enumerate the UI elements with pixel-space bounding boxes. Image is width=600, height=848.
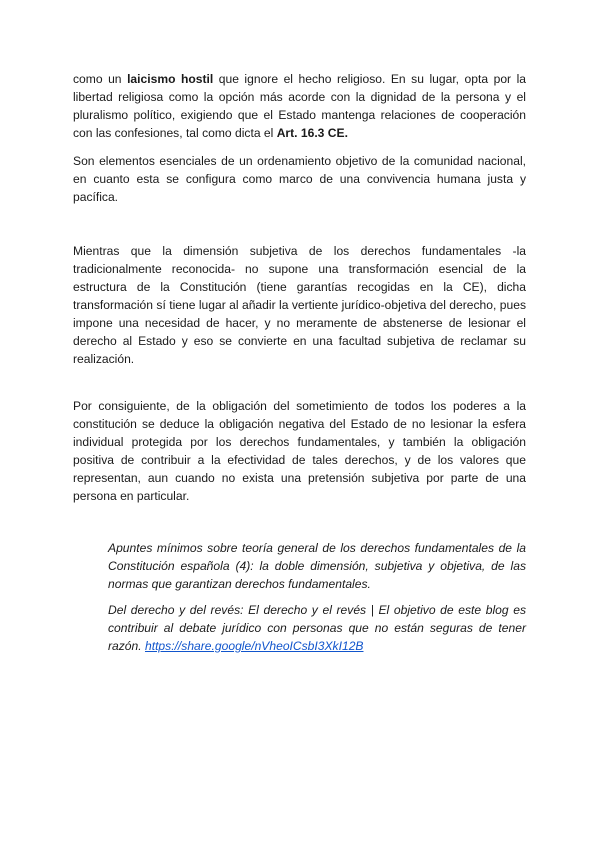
quote-source-title: Apuntes mínimos sobre teoría general de los derechos fundamentales de la Constitución española (4): la doble dimensión, subjetiva y objetiva, de las normas que garantizan derechos fundamentales. bbox=[108, 541, 526, 591]
bold-term-laicismo-hostil: laicismo hostil bbox=[127, 72, 214, 86]
quote-source-blog bbox=[108, 601, 526, 655]
quote-blog-text: Del derecho y del revés: El derecho y el revés | El objetivo de este blog es contribuir al debate jurídico con personas que no están seguras de tener razón. bbox=[108, 603, 526, 653]
paragraph-text: como un bbox=[73, 72, 128, 86]
paragraph-text: que ignore el hecho religioso. En su lugar, opta por la libertad religiosa como la opción más acorde con la dignidad de la persona y el pluralismo político, exigiendo que el Estado mantenga relaciones de cooperación con las confesiones, tal como dicta el bbox=[73, 72, 527, 140]
paragraph-elementos-esenciales: Son elementos esenciales de un ordenamiento objetivo de la comunidad nacional, en cuanto esta se configura como marco de una convivencia humana justa y pacífica. bbox=[73, 154, 526, 204]
paragraph-dimension-subjetiva: Mientras que la dimensión subjetiva de los derechos fundamentales -la tradicionalmente reconocida- no supone una transformación esencial de la estructura de la Constitución (tiene garantías recogidas en la CE), dicha transformación sí tiene lugar al añadir la vertiente jurídico-objetiva del derecho, pues impone una necesidad de hacer, y no meramente de abstenerse de lesionar el derecho al Estado y eso se convierte en una facultad subjetiva de reclamar su realización. bbox=[73, 244, 526, 366]
paragraph-por-consiguiente: Por consiguiente, de la obligación del sometimiento de todos los poderes a la constitución se deduce la obligación negativa del Estado de no lesionar la esfera individual protegida por los derechos fundamentales, y también la obligación positiva de contribuir a la efectividad de tales derechos, y de los valores que representan, aun cuando no exista una pretensión subjetiva por parte de una persona en particular. bbox=[73, 399, 526, 503]
source-link[interactable]: https://share.google/nVheoICsbI3XkI12B bbox=[144, 639, 364, 653]
paragraph-laicismo bbox=[73, 70, 526, 142]
bold-reference-article: Art. 16.3 CE. bbox=[276, 126, 348, 140]
